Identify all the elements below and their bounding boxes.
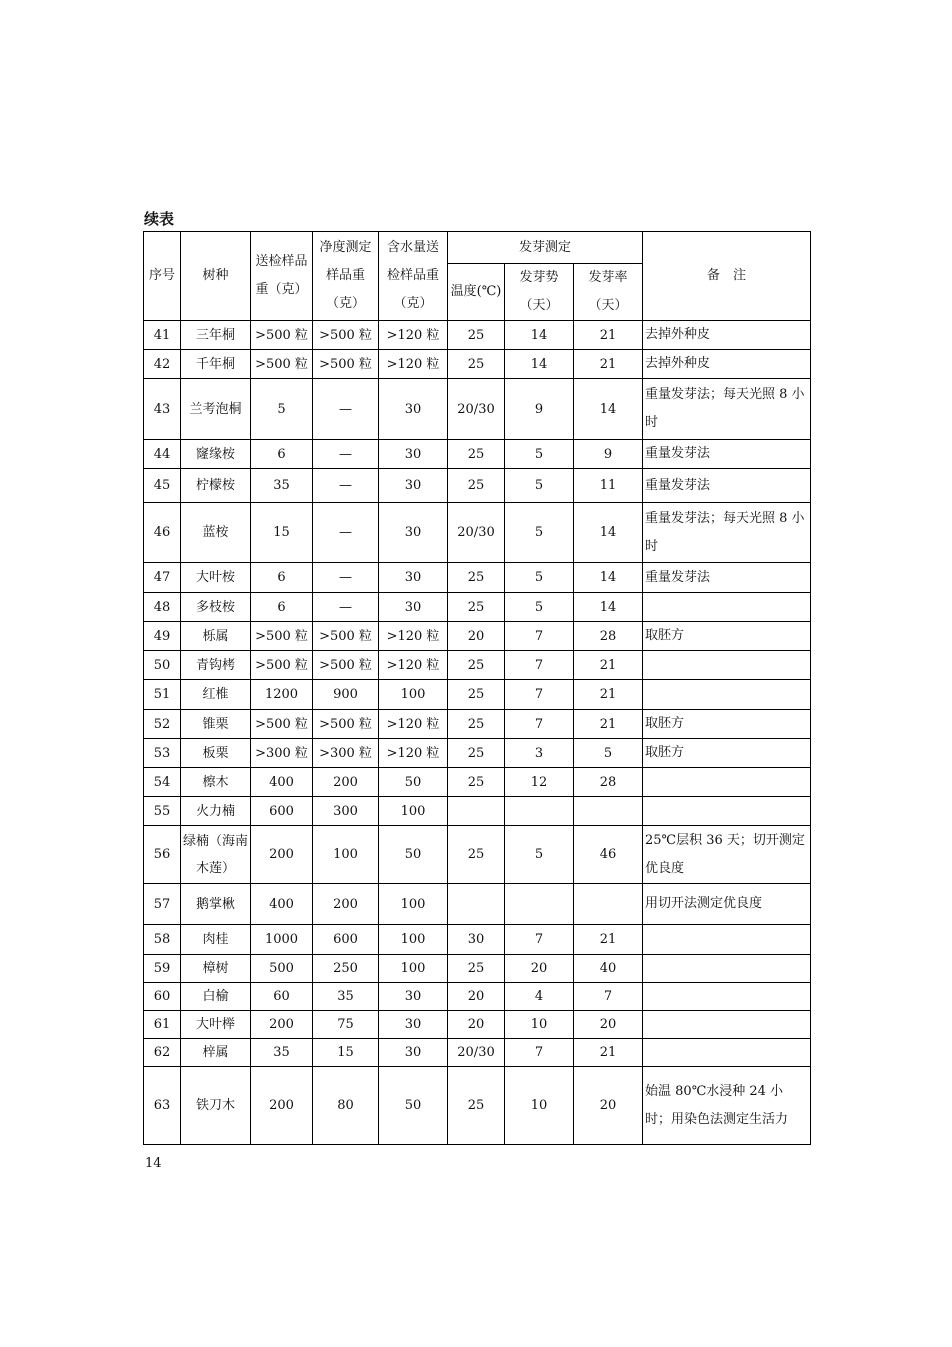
table-row: [144, 593, 811, 622]
row-temperature: 25: [448, 1067, 505, 1145]
row-note: [643, 1011, 811, 1039]
table-row: [144, 797, 811, 826]
row-sample-weight: 200: [251, 1011, 313, 1039]
row-temperature: 20/30: [448, 379, 505, 440]
row-germination-rate: 21: [574, 651, 643, 680]
row-moisture-weight: 30: [379, 593, 448, 622]
row-moisture-weight: 30: [379, 379, 448, 440]
row-moisture-weight: 30: [379, 469, 448, 503]
row-species: 白榆: [181, 983, 251, 1011]
row-purity-weight: 15: [313, 1039, 379, 1067]
row-moisture-weight: 100: [379, 955, 448, 983]
row-germination-rate: 20: [574, 1011, 643, 1039]
row-seq: 50: [144, 651, 181, 680]
row-moisture-weight: 100: [379, 680, 448, 710]
row-note: 用切开法测定优良度: [643, 884, 811, 925]
row-sample-weight: 400: [251, 768, 313, 797]
table-row: [144, 379, 811, 440]
row-germination-energy: 5: [505, 826, 574, 884]
table-row: [144, 1011, 811, 1039]
row-germination-rate: 21: [574, 680, 643, 710]
row-purity-weight: >500 粒: [313, 622, 379, 651]
row-germination-rate: [574, 884, 643, 925]
row-germination-energy: 7: [505, 925, 574, 955]
row-moisture-weight: 30: [379, 1011, 448, 1039]
row-purity-weight: 100: [313, 826, 379, 884]
table-row: [144, 651, 811, 680]
row-species: 铁刀木: [181, 1067, 251, 1145]
table-row: [144, 440, 811, 469]
row-seq: 51: [144, 680, 181, 710]
row-seq: 63: [144, 1067, 181, 1145]
row-note: 始温 80℃水浸种 24 小时；用染色法测定生活力: [643, 1067, 811, 1145]
table-row: [144, 826, 811, 884]
row-note: 重量发芽法: [643, 469, 811, 503]
row-sample-weight: 6: [251, 440, 313, 469]
table-row: [144, 503, 811, 563]
row-germination-rate: 11: [574, 469, 643, 503]
row-moisture-weight: 30: [379, 563, 448, 593]
row-germination-energy: 10: [505, 1011, 574, 1039]
row-note: [643, 1039, 811, 1067]
row-germination-rate: 14: [574, 379, 643, 440]
row-species: 梓属: [181, 1039, 251, 1067]
row-temperature: 25: [448, 826, 505, 884]
row-moisture-weight: >120 粒: [379, 739, 448, 768]
row-species: 蓝桉: [181, 503, 251, 563]
row-temperature: 25: [448, 440, 505, 469]
row-note: [643, 925, 811, 955]
row-germination-rate: 46: [574, 826, 643, 884]
row-germination-rate: 28: [574, 622, 643, 651]
row-sample-weight: >500 粒: [251, 321, 313, 350]
row-moisture-weight: 30: [379, 503, 448, 563]
header-species: 树种: [181, 232, 251, 321]
row-purity-weight: 300: [313, 797, 379, 826]
row-germination-energy: 7: [505, 710, 574, 739]
row-germination-energy: 9: [505, 379, 574, 440]
row-moisture-weight: >120 粒: [379, 350, 448, 379]
row-germination-rate: 21: [574, 710, 643, 739]
row-species: 火力楠: [181, 797, 251, 826]
row-note: 去掉外种皮: [643, 321, 811, 350]
row-moisture-weight: 100: [379, 925, 448, 955]
row-moisture-weight: 50: [379, 1067, 448, 1145]
row-sample-weight: 400: [251, 884, 313, 925]
row-seq: 55: [144, 797, 181, 826]
row-germination-energy: 5: [505, 593, 574, 622]
row-seq: 53: [144, 739, 181, 768]
row-sample-weight: 600: [251, 797, 313, 826]
row-moisture-weight: 100: [379, 797, 448, 826]
table-row: [144, 955, 811, 983]
table-row: [144, 768, 811, 797]
row-sample-weight: 200: [251, 1067, 313, 1145]
row-sample-weight: 1200: [251, 680, 313, 710]
row-temperature: 25: [448, 768, 505, 797]
row-temperature: 25: [448, 593, 505, 622]
row-sample-weight: >500 粒: [251, 622, 313, 651]
row-germination-energy: 7: [505, 1039, 574, 1067]
row-temperature: 25: [448, 350, 505, 379]
row-germination-rate: [574, 797, 643, 826]
row-species: 鹅掌楸: [181, 884, 251, 925]
table-row: [144, 350, 811, 379]
row-species: 窿缘桉: [181, 440, 251, 469]
row-note: [643, 983, 811, 1011]
row-temperature: 25: [448, 680, 505, 710]
row-purity-weight: —: [313, 563, 379, 593]
row-seq: 47: [144, 563, 181, 593]
row-species: 红椎: [181, 680, 251, 710]
row-purity-weight: 200: [313, 768, 379, 797]
header-germination-rate: 发芽率（天）: [574, 264, 643, 321]
row-germination-rate: 21: [574, 350, 643, 379]
row-moisture-weight: 30: [379, 1039, 448, 1067]
row-species: 肉桂: [181, 925, 251, 955]
row-purity-weight: >500 粒: [313, 321, 379, 350]
row-seq: 59: [144, 955, 181, 983]
row-species: 樟树: [181, 955, 251, 983]
row-species: 檫木: [181, 768, 251, 797]
row-note: 取胚方: [643, 710, 811, 739]
row-germination-rate: 5: [574, 739, 643, 768]
row-sample-weight: >500 粒: [251, 651, 313, 680]
row-seq: 45: [144, 469, 181, 503]
row-germination-energy: 3: [505, 739, 574, 768]
row-moisture-weight: >120 粒: [379, 321, 448, 350]
table-row: [144, 563, 811, 593]
row-germination-rate: 14: [574, 593, 643, 622]
row-germination-energy: 5: [505, 469, 574, 503]
row-sample-weight: 5: [251, 379, 313, 440]
row-purity-weight: —: [313, 469, 379, 503]
row-seq: 52: [144, 710, 181, 739]
row-germination-energy: 7: [505, 651, 574, 680]
row-temperature: [448, 884, 505, 925]
row-moisture-weight: 30: [379, 983, 448, 1011]
row-species: 多枝桉: [181, 593, 251, 622]
header-seq: 序号: [144, 232, 181, 321]
row-germination-rate: 7: [574, 983, 643, 1011]
row-purity-weight: 80: [313, 1067, 379, 1145]
row-sample-weight: 6: [251, 563, 313, 593]
row-moisture-weight: >120 粒: [379, 710, 448, 739]
row-temperature: 25: [448, 710, 505, 739]
row-moisture-weight: >120 粒: [379, 651, 448, 680]
row-germination-energy: 20: [505, 955, 574, 983]
table-row: [144, 983, 811, 1011]
row-sample-weight: >500 粒: [251, 710, 313, 739]
row-note: [643, 955, 811, 983]
row-germination-rate: 21: [574, 925, 643, 955]
table-continued-title: 续表: [144, 210, 175, 228]
row-germination-rate: 21: [574, 1039, 643, 1067]
row-sample-weight: 6: [251, 593, 313, 622]
row-temperature: 25: [448, 469, 505, 503]
header-note: 备 注: [643, 232, 811, 321]
table-row: [144, 680, 811, 710]
row-germination-rate: 9: [574, 440, 643, 469]
row-seq: 49: [144, 622, 181, 651]
header-germination-energy: 发芽势（天）: [505, 264, 574, 321]
row-purity-weight: —: [313, 593, 379, 622]
row-seq: 42: [144, 350, 181, 379]
table-row: [144, 1039, 811, 1067]
row-germination-rate: 28: [574, 768, 643, 797]
row-note: 25℃层积 36 天；切开测定优良度: [643, 826, 811, 884]
row-seq: 44: [144, 440, 181, 469]
table-row: [144, 710, 811, 739]
row-seq: 58: [144, 925, 181, 955]
row-species: 千年桐: [181, 350, 251, 379]
row-note: 取胚方: [643, 739, 811, 768]
row-species: 大叶桉: [181, 563, 251, 593]
row-seq: 61: [144, 1011, 181, 1039]
row-purity-weight: 75: [313, 1011, 379, 1039]
row-temperature: 25: [448, 563, 505, 593]
row-species: 柠檬桉: [181, 469, 251, 503]
row-species: 大叶榉: [181, 1011, 251, 1039]
row-note: 重量发芽法；每天光照 8 小时: [643, 503, 811, 563]
row-sample-weight: 15: [251, 503, 313, 563]
row-temperature: 20: [448, 1011, 505, 1039]
row-sample-weight: >500 粒: [251, 350, 313, 379]
row-temperature: 25: [448, 321, 505, 350]
row-germination-energy: 5: [505, 563, 574, 593]
table-row: [144, 622, 811, 651]
row-purity-weight: 900: [313, 680, 379, 710]
row-note: 重量发芽法: [643, 563, 811, 593]
row-purity-weight: —: [313, 503, 379, 563]
table-row: [144, 321, 811, 350]
table-row: [144, 1067, 811, 1145]
row-species: 锥栗: [181, 710, 251, 739]
row-sample-weight: 60: [251, 983, 313, 1011]
row-temperature: 30: [448, 925, 505, 955]
row-germination-energy: 5: [505, 440, 574, 469]
row-seq: 41: [144, 321, 181, 350]
row-germination-energy: 4: [505, 983, 574, 1011]
header-purity-weight: 净度测定样品重（克）: [313, 232, 379, 321]
row-seq: 57: [144, 884, 181, 925]
row-germination-rate: 14: [574, 503, 643, 563]
row-moisture-weight: 50: [379, 826, 448, 884]
row-note: [643, 593, 811, 622]
row-germination-energy: 7: [505, 622, 574, 651]
row-species: 三年桐: [181, 321, 251, 350]
header-germination: 发芽测定: [448, 232, 643, 264]
row-note: 重量发芽法；每天光照 8 小时: [643, 379, 811, 440]
row-seq: 48: [144, 593, 181, 622]
row-germination-energy: 5: [505, 503, 574, 563]
row-moisture-weight: 100: [379, 884, 448, 925]
table-row: [144, 469, 811, 503]
row-sample-weight: 1000: [251, 925, 313, 955]
row-sample-weight: 35: [251, 469, 313, 503]
row-species: 绿楠（海南木莲）: [181, 826, 251, 884]
row-germination-energy: 12: [505, 768, 574, 797]
row-germination-energy: 10: [505, 1067, 574, 1145]
row-temperature: 20/30: [448, 1039, 505, 1067]
row-moisture-weight: 30: [379, 440, 448, 469]
row-seq: 60: [144, 983, 181, 1011]
row-species: 青钩栲: [181, 651, 251, 680]
row-note: [643, 768, 811, 797]
row-germination-energy: 7: [505, 680, 574, 710]
row-purity-weight: 600: [313, 925, 379, 955]
row-germination-energy: [505, 797, 574, 826]
row-germination-rate: 14: [574, 563, 643, 593]
table-body: [144, 321, 811, 1145]
header-sample-weight: 送检样品重（克）: [251, 232, 313, 321]
row-germination-energy: 14: [505, 350, 574, 379]
row-temperature: 25: [448, 651, 505, 680]
row-sample-weight: 35: [251, 1039, 313, 1067]
page-number: 14: [145, 1156, 162, 1171]
row-purity-weight: 200: [313, 884, 379, 925]
row-note: [643, 680, 811, 710]
header-moisture-weight: 含水量送检样品重（克）: [379, 232, 448, 321]
row-seq: 62: [144, 1039, 181, 1067]
row-germination-rate: 21: [574, 321, 643, 350]
row-seq: 46: [144, 503, 181, 563]
seed-testing-table: [143, 231, 811, 1145]
row-germination-rate: 20: [574, 1067, 643, 1145]
row-seq: 56: [144, 826, 181, 884]
row-temperature: 20: [448, 983, 505, 1011]
table-row: [144, 884, 811, 925]
row-sample-weight: 500: [251, 955, 313, 983]
row-seq: 54: [144, 768, 181, 797]
row-purity-weight: >500 粒: [313, 710, 379, 739]
row-moisture-weight: >120 粒: [379, 622, 448, 651]
table-row: [144, 925, 811, 955]
row-moisture-weight: 50: [379, 768, 448, 797]
row-temperature: 20/30: [448, 503, 505, 563]
row-note: 去掉外种皮: [643, 350, 811, 379]
row-germination-rate: 40: [574, 955, 643, 983]
row-note: 重量发芽法: [643, 440, 811, 469]
row-sample-weight: >300 粒: [251, 739, 313, 768]
row-sample-weight: 200: [251, 826, 313, 884]
row-purity-weight: —: [313, 440, 379, 469]
row-species: 栎属: [181, 622, 251, 651]
row-temperature: 25: [448, 955, 505, 983]
row-germination-energy: 14: [505, 321, 574, 350]
row-note: [643, 651, 811, 680]
table-row: [144, 739, 811, 768]
row-temperature: [448, 797, 505, 826]
row-temperature: 20: [448, 622, 505, 651]
row-purity-weight: 250: [313, 955, 379, 983]
row-species: 板栗: [181, 739, 251, 768]
row-temperature: 25: [448, 739, 505, 768]
row-purity-weight: >500 粒: [313, 651, 379, 680]
row-note: 取胚方: [643, 622, 811, 651]
row-purity-weight: >500 粒: [313, 350, 379, 379]
row-purity-weight: —: [313, 379, 379, 440]
row-germination-energy: [505, 884, 574, 925]
row-purity-weight: 35: [313, 983, 379, 1011]
row-note: [643, 797, 811, 826]
row-purity-weight: >300 粒: [313, 739, 379, 768]
row-seq: 43: [144, 379, 181, 440]
header-temperature: 温度(℃): [448, 264, 505, 321]
row-species: 兰考泡桐: [181, 379, 251, 440]
